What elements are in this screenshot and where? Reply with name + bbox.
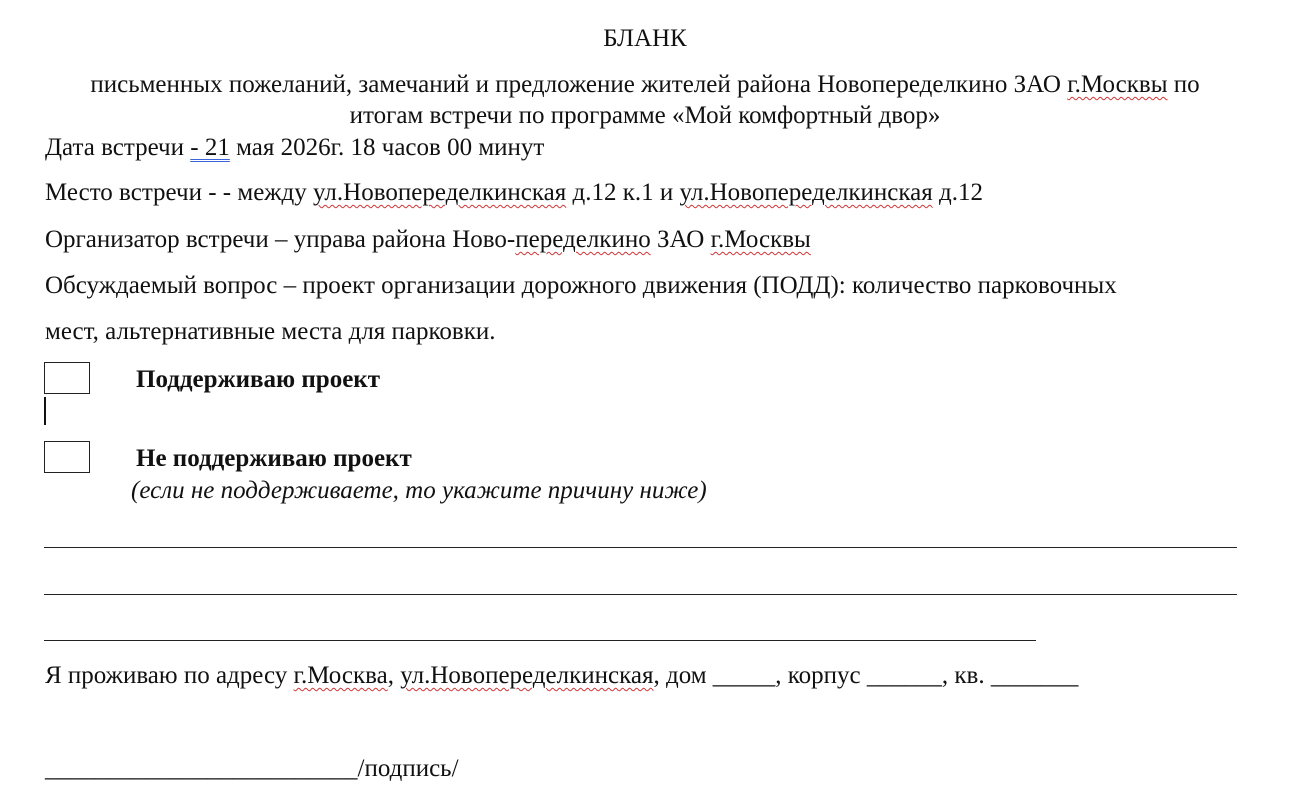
form-subtitle-line-1: [0, 70, 1290, 100]
form-title: БЛАНК: [603, 25, 687, 52]
reason-line-3[interactable]: [44, 640, 1036, 641]
organizer-district: переделкино: [515, 226, 651, 253]
support-label: Поддерживаю проект: [136, 366, 380, 393]
meeting-date-rest: мая 2026г. 18 часов 00 минут: [229, 134, 545, 161]
reason-line-1[interactable]: [44, 547, 1237, 548]
meeting-place-house-2: д.12: [932, 179, 983, 206]
meeting-date-label: Дата встречи: [45, 134, 191, 161]
meeting-place-street-2: ул.Новопеределкинская: [679, 179, 933, 206]
subtitle-text: письменных пожеланий, замечаний и предложение жителей района Новопеределкино ЗАО: [90, 71, 1068, 98]
address-line: [45, 661, 1078, 691]
topic-line-2: мест, альтернативные места для парковки.: [45, 318, 496, 345]
reason-line-2[interactable]: [44, 594, 1237, 595]
topic-line-1: Обсуждаемый вопрос – проект организации дорожного движения (ПОДД): количество парковочных: [45, 272, 1117, 299]
organizer-line: [45, 225, 811, 255]
address-fields[interactable]: , дом _____, корпус ______, кв. _______: [653, 662, 1079, 689]
not-support-checkbox[interactable]: [44, 441, 90, 473]
organizer-mid: ЗАО: [650, 226, 711, 253]
meeting-place-label: Место встречи - - между: [45, 179, 314, 206]
not-support-label: Не поддерживаю проект: [136, 445, 412, 472]
address-comma: ,: [387, 662, 401, 689]
meeting-date-day: - 21: [190, 134, 230, 161]
meeting-date-line: [45, 133, 544, 163]
meeting-place-street-1: ул.Новопеределкинская: [313, 179, 567, 206]
form-subtitle-line-2: итогам встречи по программе «Мой комфортный двор»: [349, 102, 941, 129]
support-checkbox[interactable]: [44, 362, 90, 394]
subtitle-city: г.Москвы: [1067, 71, 1168, 98]
signature-line[interactable]: _________________________/подпись/: [45, 755, 459, 782]
organizer-label: Организатор встречи – управа района Ново-: [45, 226, 516, 253]
address-label: Я проживаю по адресу: [45, 662, 294, 689]
meeting-place-line: [45, 178, 983, 208]
text-cursor: [44, 397, 46, 425]
organizer-city: г.Москвы: [710, 226, 811, 253]
address-city: г.Москва: [293, 662, 388, 689]
meeting-place-house-1: д.12 к.1 и: [566, 179, 680, 206]
not-support-hint: (если не поддерживаете, то укажите причину ниже): [131, 477, 707, 504]
subtitle-tail: по: [1167, 71, 1200, 98]
address-street: ул.Новопеределкинская: [400, 662, 654, 689]
